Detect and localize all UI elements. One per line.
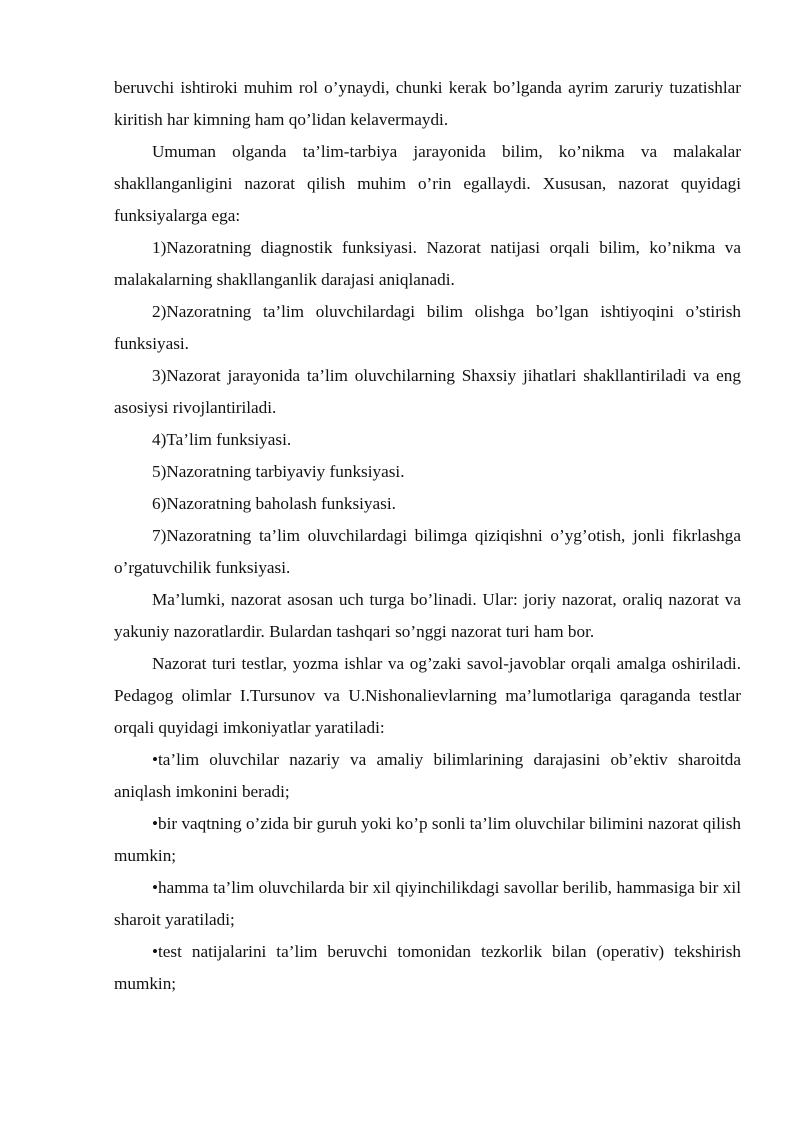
list-item-6: 6)Nazoratning baholash funksiyasi. (152, 494, 396, 513)
paragraph-continuation: beruvchi ishtiroki muhim rol o’ynaydi, chunki kerak bo’lganda ayrim zaruriy tuzatishlar kiritish har kimning ham qo’lidan kelavermaydi. (114, 78, 741, 129)
list-item-1: 1)Nazoratning diagnostik funksiyasi. Nazorat natijasi orqali bilim, ko’nikma va malakalarning shakllanganlik darajasi aniqlanadi. (114, 238, 741, 289)
bullet-item-3: •hamma ta’lim oluvchilarda bir xil qiyinchilikdagi savollar berilib, hammasiga bir xil sharoit yaratiladi; (114, 878, 741, 929)
bullet-item-1: •ta’lim oluvchilar nazariy va amaliy bilimlarining darajasini ob’ektiv sharoitda aniqlash imkonini beradi; (114, 750, 741, 801)
list-item-2: 2)Nazoratning ta’lim oluvchilardagi bilim olishga bo’lgan ishtiyoqini o’stirish funksiyasi. (114, 302, 741, 353)
list-item-4: 4)Ta’lim funksiyasi. (152, 430, 292, 449)
paragraph-control-types: Ma’lumki, nazorat asosan uch turga bo’linadi. Ular: joriy nazorat, oraliq nazorat va yakuniy nazoratlardir. Bulardan tashqari so’nggi nazorat turi ham bor. (114, 590, 741, 641)
list-item-7: 7)Nazoratning ta’lim oluvchilardagi bilimga qiziqishni o’yg’otish, jonli fikrlashga o’rgatuvchilik funksiyasi. (114, 526, 741, 577)
list-item-3: 3)Nazorat jarayonida ta’lim oluvchilarning Shaxsiy jihatlari shakllantiriladi va eng asosiysi rivojlantiriladi. (114, 366, 741, 417)
bullet-item-4: •test natijalarini ta’lim beruvchi tomonidan tezkorlik bilan (operativ) tekshirish mumkin; (114, 942, 741, 993)
paragraph-tests: Nazorat turi testlar, yozma ishlar va og’zaki savol-javoblar orqali amalga oshiriladi. Pedagog olimlar I.Tursunov va U.Nishonalievlarning ma’lumotlariga qaraganda testlar orqali quyidagi imkoniyatlar yaratiladi: (114, 654, 741, 737)
list-item-5: 5)Nazoratning tarbiyaviy funksiyasi. (152, 462, 405, 481)
paragraph-intro: Umuman olganda ta’lim-tarbiya jarayonida bilim, ko’nikma va malakalar shakllanganligini nazorat qilish muhim o’rin egallaydi. Xususan, nazorat quyidagi funksiyalarga ega: (114, 142, 741, 225)
bullet-item-2: •bir vaqtning o’zida bir guruh yoki ko’p sonli ta’lim oluvchilar bilimini nazorat qilish mumkin; (114, 814, 741, 865)
document-page (114, 72, 741, 1000)
